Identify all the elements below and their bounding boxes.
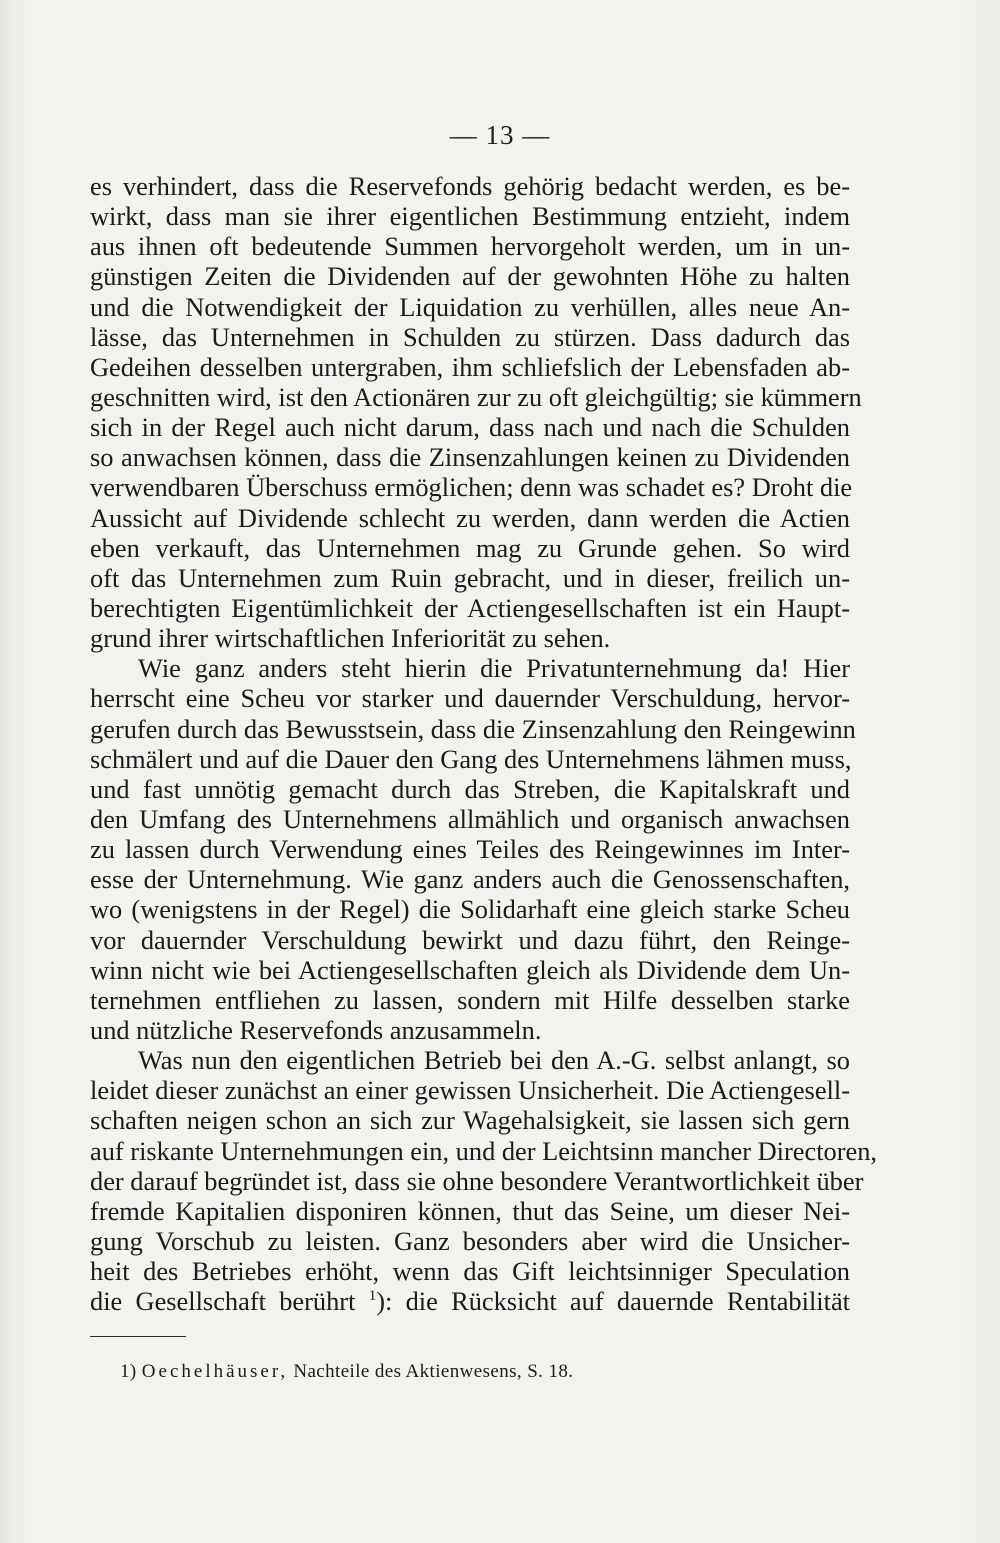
text-line: herrscht eine Scheu vor starker und dauernder Verschuldung, hervor-	[90, 683, 850, 714]
text-line-paragraph-end: und nützliche Reservefonds anzusammeln.	[90, 1014, 542, 1045]
text-line-with-footnote-ref	[90, 1286, 850, 1316]
text-fragment: die Gesellschaft berührt	[90, 1286, 356, 1317]
text-line: so anwachsen können, dass die Zinsenzahlungen keinen zu Dividenden	[90, 442, 850, 473]
text-line-paragraph-start: Was nun den eigentlichen Betrieb bei den A.-G. selbst anlangt, so	[138, 1045, 850, 1076]
text-line: und die Notwendigkeit der Liquidation zu verhüllen, alles neue An-	[90, 291, 850, 322]
text-line: und fast unnötig gemacht durch das Streben, die Kapitalskraft und	[90, 773, 850, 804]
text-line: Gedeihen desselben untergraben, ihm schliefslich der Lebensfaden ab-	[90, 351, 850, 382]
text-line: schmälert und auf die Dauer den Gang des Unternehmens lähmen muss,	[90, 743, 852, 774]
text-line: winn nicht wie bei Actiengesellschaften gleich als Dividende dem Un-	[90, 954, 850, 985]
text-line: sich in der Regel auch nicht darum, dass nach und nach die Schulden	[90, 412, 850, 443]
text-line: gerufen durch das Bewusstsein, dass die Zinsenzahlung den Reingewinn	[90, 713, 856, 744]
text-line-paragraph-start: Wie ganz anders steht hierin die Privatunternehmung da! Hier	[138, 653, 850, 684]
footnote-marker: 1)	[120, 1361, 137, 1382]
text-fragment: ): die Rücksicht auf dauernde Rentabilität	[376, 1286, 850, 1317]
text-line-paragraph-end: grund ihrer wirtschaftlichen Inferiorität zu sehen.	[90, 623, 611, 654]
text-line: der darauf begründet ist, dass sie ohne besondere Verantwortlichkeit über	[90, 1165, 864, 1196]
footnote-reference[interactable]: 1	[368, 1288, 377, 1305]
footnote-title: Nachteile des Aktienwesens, S. 18.	[293, 1361, 574, 1382]
text-line: ternehmen entfliehen zu lassen, sondern mit Hilfe desselben starke	[90, 984, 850, 1015]
text-line: esse der Unternehmung. Wie ganz anders auch die Genossenschaften,	[90, 864, 850, 895]
text-line: wo (wenigstens in der Regel) die Solidarhaft eine gleich starke Scheu	[90, 894, 850, 925]
text-line: vor dauernder Verschuldung bewirkt und dazu führt, den Reinge-	[90, 924, 850, 955]
text-line: oft das Unternehmen zum Ruin gebracht, und in dieser, freilich un-	[90, 562, 850, 593]
text-line: günstigen Zeiten die Dividenden auf der gewohnten Höhe zu halten	[90, 261, 850, 292]
footnote-divider	[90, 1336, 186, 1337]
text-line: den Umfang des Unternehmens allmählich und organisch anwachsen	[90, 803, 850, 834]
body-text	[90, 171, 878, 1317]
text-line: berechtigten Eigentümlichkeit der Actiengesellschaften ist ein Haupt-	[90, 592, 850, 623]
text-line: aus ihnen oft bedeutende Summen hervorgeholt werden, um in un-	[90, 231, 850, 262]
text-line: es verhindert, dass die Reservefonds gehörig bedacht werden, es be-	[90, 171, 850, 201]
footnote	[120, 1360, 573, 1384]
text-line: geschnitten wird, ist den Actionären zur zu oft gleichgültig; sie kümmern	[90, 381, 862, 412]
text-line: fremde Kapitalien disponiren können, thut das Seine, um dieser Nei-	[90, 1195, 850, 1226]
text-line: zu lassen durch Verwendung eines Teiles des Reingewinnes im Inter-	[90, 834, 850, 865]
text-line: gung Vorschub zu leisten. Ganz besonders aber wird die Unsicher-	[90, 1225, 850, 1256]
text-line: wirkt, dass man sie ihrer eigentlichen Bestimmung entzieht, indem	[90, 201, 850, 232]
page-number: — 13 —	[449, 120, 551, 150]
footnote-author: Oechelhäuser,	[141, 1361, 289, 1382]
text-line: eben verkauft, das Unternehmen mag zu Grunde gehen. So wird	[90, 532, 850, 563]
text-line: schaften neigen schon an sich zur Wagehalsigkeit, sie lassen sich gern	[90, 1105, 850, 1136]
text-line: lässe, das Unternehmen in Schulden zu stürzen. Dass dadurch das	[90, 321, 850, 352]
text-line: Aussicht auf Dividende schlecht zu werden, dann werden die Actien	[90, 502, 850, 533]
text-line: heit des Betriebes erhöht, wenn das Gift leichtsinniger Speculation	[90, 1256, 850, 1287]
text-line: leidet dieser zunächst an einer gewissen Unsicherheit. Die Actiengesell-	[90, 1075, 850, 1106]
text-line: verwendbaren Überschuss ermöglichen; denn was schadet es? Droht die	[90, 472, 853, 503]
text-line: auf riskante Unternehmungen ein, und der Leichtsinn mancher Directoren,	[90, 1135, 878, 1166]
